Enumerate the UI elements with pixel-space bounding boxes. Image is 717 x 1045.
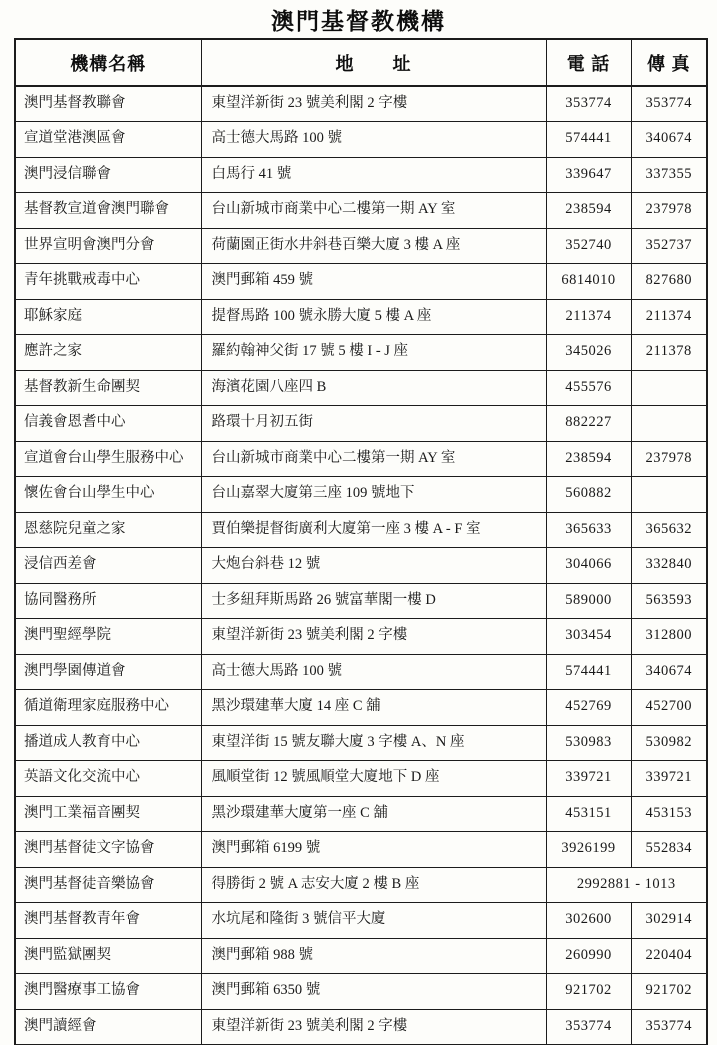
phone-cell: 365633 xyxy=(546,512,631,548)
fax-cell: 827680 xyxy=(631,264,707,300)
phone-cell: 452769 xyxy=(546,690,631,726)
address-cell: 羅約翰神父街 17 號 5 樓 I - J 座 xyxy=(201,335,546,371)
address-cell: 賈伯樂提督街廣利大廈第一座 3 樓 A - F 室 xyxy=(201,512,546,548)
address-cell: 提督馬路 100 號永勝大廈 5 樓 A 座 xyxy=(201,299,546,335)
org-name-cell: 播道成人教育中心 xyxy=(15,725,201,761)
table-row xyxy=(15,1009,707,1045)
address-cell: 高士德大馬路 100 號 xyxy=(201,122,546,158)
phone-cell: 211374 xyxy=(546,299,631,335)
fax-cell xyxy=(631,370,707,406)
phone-cell: 589000 xyxy=(546,583,631,619)
address-cell: 水坑尾和隆街 3 號信平大廈 xyxy=(201,903,546,939)
address-cell: 東望洋新街 23 號美利閣 2 字樓 xyxy=(201,619,546,655)
table-row xyxy=(15,548,707,584)
org-name-cell: 澳門工業福音團契 xyxy=(15,796,201,832)
phone-cell: 302600 xyxy=(546,903,631,939)
table-row xyxy=(15,974,707,1010)
fax-cell: 237978 xyxy=(631,193,707,229)
header-phone: 電 話 xyxy=(546,39,631,86)
fax-cell: 340674 xyxy=(631,654,707,690)
org-name-cell: 澳門基督教青年會 xyxy=(15,903,201,939)
address-cell: 東望洋新街 23 號美利閣 2 字樓 xyxy=(201,1009,546,1045)
fax-cell: 220404 xyxy=(631,938,707,974)
table-header xyxy=(15,39,707,86)
address-cell: 路環十月初五街 xyxy=(201,406,546,442)
page-title: 澳門基督教機構 xyxy=(271,9,446,34)
table-row xyxy=(15,441,707,477)
address-cell: 白馬行 41 號 xyxy=(201,157,546,193)
table-row xyxy=(15,86,707,122)
address-cell: 得勝街 2 號 A 志安大廈 2 樓 B 座 xyxy=(201,867,546,903)
address-cell: 海濱花園八座四 B xyxy=(201,370,546,406)
fax-cell: 365632 xyxy=(631,512,707,548)
phone-cell: 260990 xyxy=(546,938,631,974)
phone-cell: 453151 xyxy=(546,796,631,832)
org-name-cell: 澳門基督教聯會 xyxy=(15,86,201,122)
address-cell: 澳門郵箱 988 號 xyxy=(201,938,546,974)
org-name-cell: 浸信西差會 xyxy=(15,548,201,584)
table-row xyxy=(15,832,707,868)
phone-fax-merged-cell: 2992881 - 1013 xyxy=(546,867,707,903)
phone-cell: 339647 xyxy=(546,157,631,193)
org-name-cell: 基督教新生命團契 xyxy=(15,370,201,406)
address-cell: 台山新城市商業中心二樓第一期 AY 室 xyxy=(201,441,546,477)
org-name-cell: 澳門讀經會 xyxy=(15,1009,201,1045)
org-name-cell: 協同醫務所 xyxy=(15,583,201,619)
address-cell: 澳門郵箱 459 號 xyxy=(201,264,546,300)
table-row xyxy=(15,619,707,655)
header-address: 地 址 xyxy=(201,39,546,86)
table-row xyxy=(15,228,707,264)
phone-cell: 345026 xyxy=(546,335,631,371)
phone-cell: 352740 xyxy=(546,228,631,264)
fax-cell: 332840 xyxy=(631,548,707,584)
org-name-cell: 青年挑戰戒毒中心 xyxy=(15,264,201,300)
header-org-name: 機構名稱 xyxy=(15,39,201,86)
table-row xyxy=(15,583,707,619)
table-row xyxy=(15,512,707,548)
phone-cell: 574441 xyxy=(546,122,631,158)
table-row xyxy=(15,264,707,300)
org-name-cell: 澳門基督徒音樂協會 xyxy=(15,867,201,903)
header-row xyxy=(15,39,707,86)
org-name-cell: 宣道會台山學生服務中心 xyxy=(15,441,201,477)
address-cell: 荷蘭園正街水井斜巷百樂大廈 3 樓 A 座 xyxy=(201,228,546,264)
phone-cell: 238594 xyxy=(546,193,631,229)
fax-cell: 337355 xyxy=(631,157,707,193)
phone-cell: 303454 xyxy=(546,619,631,655)
table-row xyxy=(15,370,707,406)
table-row xyxy=(15,796,707,832)
phone-cell: 353774 xyxy=(546,86,631,122)
fax-cell: 312800 xyxy=(631,619,707,655)
fax-cell: 453153 xyxy=(631,796,707,832)
org-name-cell: 澳門基督徒文字協會 xyxy=(15,832,201,868)
org-name-cell: 應許之家 xyxy=(15,335,201,371)
fax-cell: 563593 xyxy=(631,583,707,619)
fax-cell: 353774 xyxy=(631,86,707,122)
fax-cell xyxy=(631,477,707,513)
fax-cell: 452700 xyxy=(631,690,707,726)
phone-cell: 574441 xyxy=(546,654,631,690)
address-cell: 士多紐拜斯馬路 26 號富華閣一樓 D xyxy=(201,583,546,619)
phone-cell: 353774 xyxy=(546,1009,631,1045)
address-cell: 高士德大馬路 100 號 xyxy=(201,654,546,690)
org-name-cell: 懷佐會台山學生中心 xyxy=(15,477,201,513)
org-name-cell: 耶穌家庭 xyxy=(15,299,201,335)
address-cell: 黑沙環建華大廈第一座 C 舖 xyxy=(201,796,546,832)
org-name-cell: 恩慈院兒童之家 xyxy=(15,512,201,548)
table-row xyxy=(15,654,707,690)
phone-cell: 882227 xyxy=(546,406,631,442)
fax-cell: 530982 xyxy=(631,725,707,761)
org-name-cell: 信義會恩耆中心 xyxy=(15,406,201,442)
org-name-cell: 澳門聖經學院 xyxy=(15,619,201,655)
fax-cell: 353774 xyxy=(631,1009,707,1045)
org-name-cell: 世界宣明會澳門分會 xyxy=(15,228,201,264)
address-cell: 大炮台斜巷 12 號 xyxy=(201,548,546,584)
phone-cell: 304066 xyxy=(546,548,631,584)
table-row xyxy=(15,335,707,371)
org-name-cell: 澳門醫療事工協會 xyxy=(15,974,201,1010)
table-row xyxy=(15,903,707,939)
table-row xyxy=(15,761,707,797)
org-name-cell: 基督教宣道會澳門聯會 xyxy=(15,193,201,229)
table-body xyxy=(15,86,707,1045)
phone-cell: 3926199 xyxy=(546,832,631,868)
phone-cell: 921702 xyxy=(546,974,631,1010)
address-cell: 風順堂街 12 號風順堂大廈地下 D 座 xyxy=(201,761,546,797)
org-name-cell: 循道衛理家庭服務中心 xyxy=(15,690,201,726)
table-row xyxy=(15,122,707,158)
table-row xyxy=(15,725,707,761)
table-row xyxy=(15,299,707,335)
fax-cell: 302914 xyxy=(631,903,707,939)
table-row xyxy=(15,193,707,229)
fax-cell: 339721 xyxy=(631,761,707,797)
address-cell: 東望洋街 15 號友聯大廈 3 字樓 A、N 座 xyxy=(201,725,546,761)
fax-cell: 552834 xyxy=(631,832,707,868)
address-cell: 澳門郵箱 6350 號 xyxy=(201,974,546,1010)
address-cell: 澳門郵箱 6199 號 xyxy=(201,832,546,868)
table-row xyxy=(15,406,707,442)
org-name-cell: 澳門監獄團契 xyxy=(15,938,201,974)
org-name-cell: 澳門學園傳道會 xyxy=(15,654,201,690)
phone-cell: 530983 xyxy=(546,725,631,761)
address-cell: 台山新城市商業中心二樓第一期 AY 室 xyxy=(201,193,546,229)
phone-cell: 6814010 xyxy=(546,264,631,300)
fax-cell: 211378 xyxy=(631,335,707,371)
address-cell: 黑沙環建華大廈 14 座 C 舖 xyxy=(201,690,546,726)
table-row xyxy=(15,938,707,974)
fax-cell: 237978 xyxy=(631,441,707,477)
table-row xyxy=(15,157,707,193)
fax-cell xyxy=(631,406,707,442)
table-row xyxy=(15,690,707,726)
fax-cell: 340674 xyxy=(631,122,707,158)
fax-cell: 211374 xyxy=(631,299,707,335)
table-row xyxy=(15,477,707,513)
org-name-cell: 澳門浸信聯會 xyxy=(15,157,201,193)
phone-cell: 238594 xyxy=(546,441,631,477)
org-name-cell: 英語文化交流中心 xyxy=(15,761,201,797)
address-cell: 東望洋新街 23 號美利閣 2 字樓 xyxy=(201,86,546,122)
header-fax: 傳 真 xyxy=(631,39,707,86)
fax-cell: 352737 xyxy=(631,228,707,264)
organizations-table xyxy=(14,38,708,1045)
phone-cell: 455576 xyxy=(546,370,631,406)
fax-cell: 921702 xyxy=(631,974,707,1010)
phone-cell: 339721 xyxy=(546,761,631,797)
org-name-cell: 宣道堂港澳區會 xyxy=(15,122,201,158)
table-row xyxy=(15,867,707,903)
address-cell: 台山嘉翠大廈第三座 109 號地下 xyxy=(201,477,546,513)
phone-cell: 560882 xyxy=(546,477,631,513)
